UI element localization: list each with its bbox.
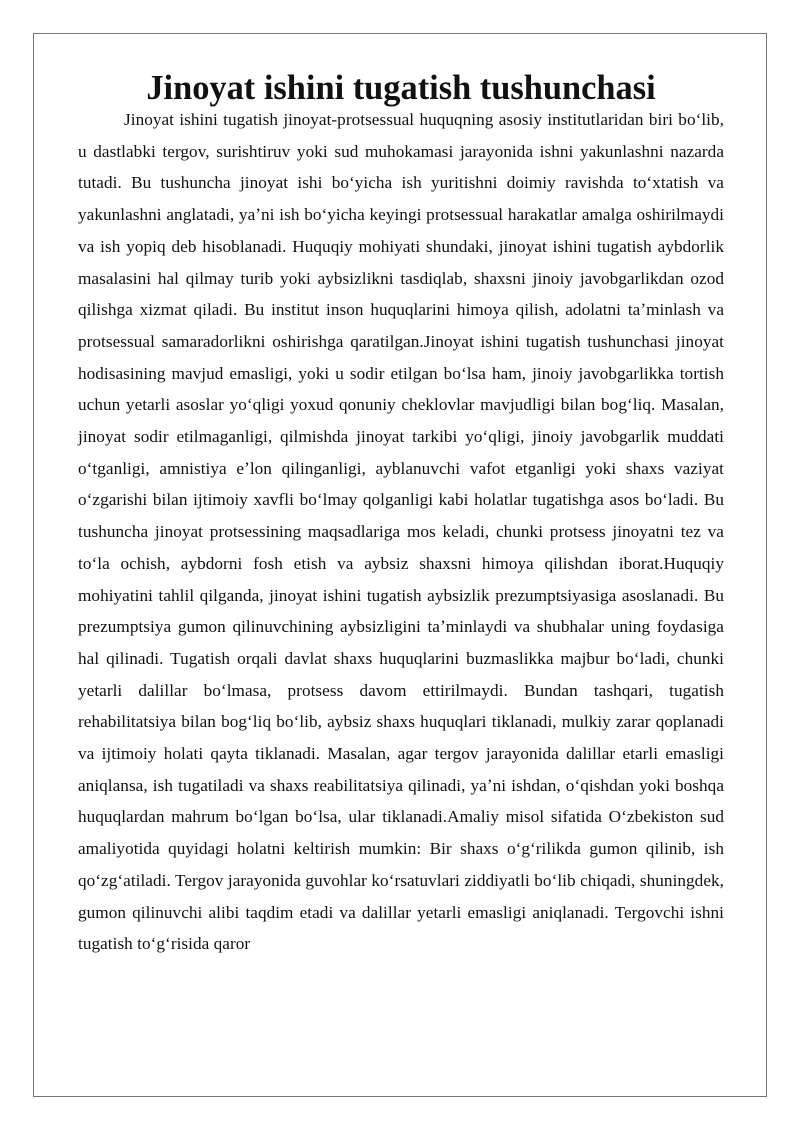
body-paragraph: Jinoyat ishini tugatish jinoyat-protsessual huquqning asosiy institutlaridan biri boʻlib, u dastlabki tergov, surishtiruv yoki sud muhokamasi jarayonida ishni yakunlashni nazarda tutadi. Bu tushuncha jinoyat ishi boʻyicha ish yuritishni doimiy ravishda toʻxtatish va yakunlashni anglatadi, yaʼni ish boʻyicha keyingi protsessual harakatlar amalga oshirilmaydi va ish yopiq deb hisoblanadi. Huquqiy mohiyati shundaki, jinoyat ishini tugatish aybdorlik masalasini hal qilmay turib yoki aybsizlikni tasdiqlab, shaxsni jinoiy javobgarlikdan ozod qilishga xizmat qiladi. Bu institut inson huquqlarini himoya qilish, adolatni taʼminlash va protsessual samaradorlikni oshirishga qaratilgan.Jinoyat ishini tugatish tushunchasi jinoyat hodisasining mavjud emasligi, yoki u sodir etilgan boʻlsa ham, jinoiy javobgarlikka tortish uchun yetarli asoslar yoʻqligi yoxud qonuniy cheklovlar mavjudligi bilan bogʻliq. Masalan, jinoyat sodir etilmaganligi, qilmishda jinoyat tarkibi yoʻqligi, jinoiy javobgarlik muddati oʻtganligi, amnistiya eʼlon qilinganligi, ayblanuvchi vafot etganligi yoki shaxs vaziyat oʻzgarishi bilan ijtimoiy xavfli boʻlmay qolganligi kabi holatlar tugatishga asos boʻladi. Bu tushuncha jinoyat protsessining maqsadlariga mos keladi, chunki protsess jinoyatni tez va toʻla ochish, aybdorni fosh etish va aybsiz shaxsni himoya qilishdan iborat.Huquqiy mohiyatini tahlil qilganda, jinoyat ishini tugatish aybsizlik prezumptsiyasiga asoslanadi. Bu prezumptsiya gumon qilinuvchining aybsizligini taʼminlaydi va shubhalar uning foydasiga hal qilinadi. Tugatish orqali davlat shaxs huquqlarini buzmaslikka majbur boʻladi, chunki yetarli dalillar boʻlmasa, protsess davom ettirilmaydi. Bundan tashqari, tugatish rehabilitatsiya bilan bogʻliq boʻlib, aybsiz shaxs huquqlari tiklanadi, mulkiy zarar qoplanadi va ijtimoiy holati qayta tiklanadi. Masalan, agar tergov jarayonida dalillar etarli emasligi aniqlansa, ish tugatiladi va shaxs reabilitatsiya qilinadi, yaʼni ishdan, oʻqishdan yoki boshqa huquqlardan mahrum boʻlgan boʻlsa, ular tiklanadi.Amaliy misol sifatida Oʻzbekiston sud amaliyotida quyidagi holatni keltirish mumkin: Bir shaxs oʻgʻrilikda gumon qilinib, ish qoʻzgʻatiladi. Tergov jarayonida guvohlar koʻrsatuvlari ziddiyatli boʻlib chiqadi, shuningdek, gumon qilinuvchi alibi taqdim etadi va dalillar yetarli emasligi aniqlanadi. Tergovchi ishni tugatish toʻgʻrisida qaror [78, 110, 724, 954]
document-body [78, 69, 724, 960]
document-title: Jinoyat ishini tugatish tushunchasi [146, 69, 656, 107]
